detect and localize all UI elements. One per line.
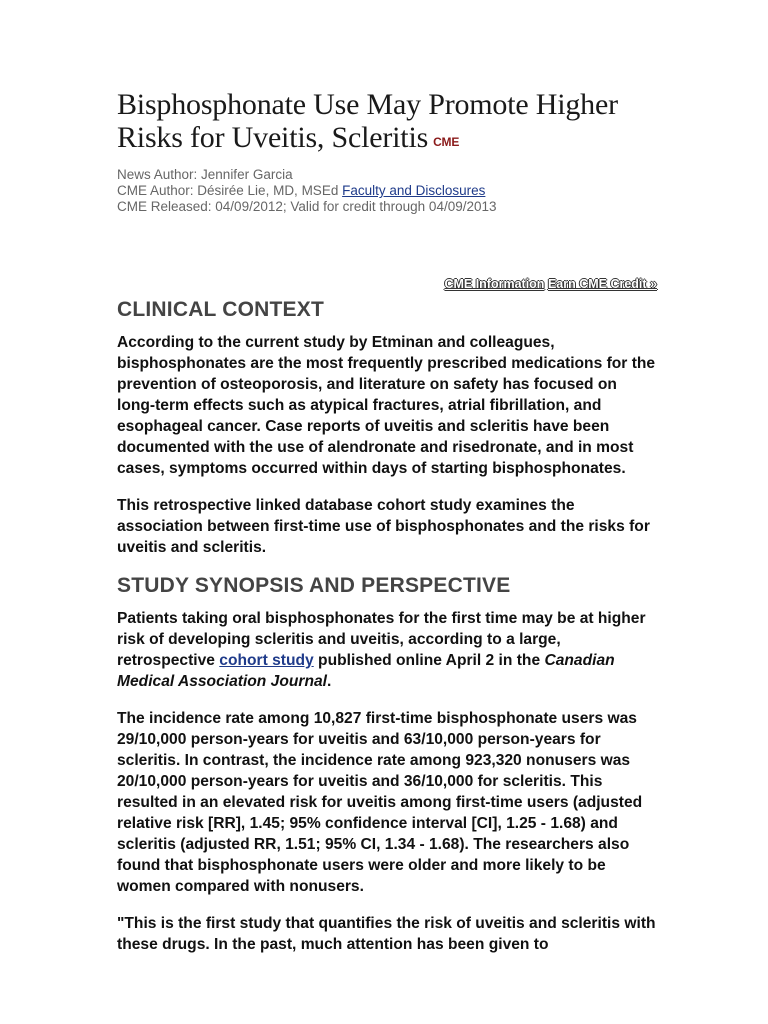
- synopsis-p1-end: .: [327, 673, 332, 690]
- clinical-context-paragraph-1: According to the current study by Etminan and colleagues, bisphosphonates are the most frequently prescribed medications for the prevention of osteoporosis, and literature on safety has focused on long-term effects such as atypical fractures, atrial fibrillation, and esophageal cancer. Case reports of uveitis and scleritis have been documented with the use of alendronate and risedronate, and in most cases, symptoms occurred within days of starting bisphosphonates.: [117, 334, 656, 477]
- article-content: [117, 88, 657, 971]
- article-title-text: Bisphosphonate Use May Promote Higher Risks for Uveitis, Scleritis: [117, 88, 618, 154]
- synopsis-p1-before: Patients taking oral bisphosphonates for the first time may be at higher risk of developing scleritis and uveitis, according to a large, retrospective: [117, 610, 646, 669]
- cme-author: CME Author: Désirée Lie, MD, MSEd: [117, 183, 339, 198]
- news-author: News Author: Jennifer Garcia: [117, 167, 293, 182]
- faculty-disclosures-link[interactable]: Faculty and Disclosures: [342, 183, 486, 198]
- earn-cme-credit-link[interactable]: Earn CME Credit »: [547, 277, 657, 291]
- cme-released: CME Released: 04/09/2012; Valid for credit through 04/09/2013: [117, 199, 497, 214]
- clinical-context-heading: CLINICAL CONTEXT: [117, 298, 324, 321]
- synopsis-paragraph-2: The incidence rate among 10,827 first-time bisphosphonate users was 29/10,000 person-years for uveitis and 63/10,000 person-years for scleritis. In contrast, the incidence rate among 923,320 nonusers was 20/10,000 person-years for uveitis and 36/10,000 for scleritis. This resulted in an elevated risk for uveitis among first-time users (adjusted relative risk [RR], 1.45; 95% confidence interval [CI], 1.25 - 1.68) and scleritis (adjusted RR, 1.51; 95% CI, 1.34 - 1.68). The researchers also found that bisphosphonate users were older and more likely to be women compared with nonusers.: [117, 710, 643, 895]
- article-meta: [117, 167, 657, 215]
- synopsis-paragraph-1: [117, 608, 657, 692]
- study-synopsis-heading: STUDY SYNOPSIS AND PERSPECTIVE: [117, 574, 511, 597]
- synopsis-p1-middle: published online April 2 in the: [313, 652, 545, 669]
- clinical-context-paragraph-2: This retrospective linked database cohort study examines the association between first-time use of bisphosphonates and the risks for uveitis and scleritis.: [117, 497, 650, 556]
- cme-author-line: [117, 183, 657, 199]
- journal-name: Canadian Medical Association Journal: [117, 652, 615, 690]
- article-title: [117, 88, 657, 159]
- cme-links: [117, 277, 657, 291]
- cohort-study-link[interactable]: cohort study: [219, 652, 314, 669]
- synopsis-paragraph-3: "This is the first study that quantifies the risk of uveitis and scleritis with these drugs. In the past, much attention has been given to: [117, 915, 656, 953]
- cme-badge: CME: [433, 135, 460, 149]
- cme-information-link[interactable]: CME Information: [444, 277, 545, 291]
